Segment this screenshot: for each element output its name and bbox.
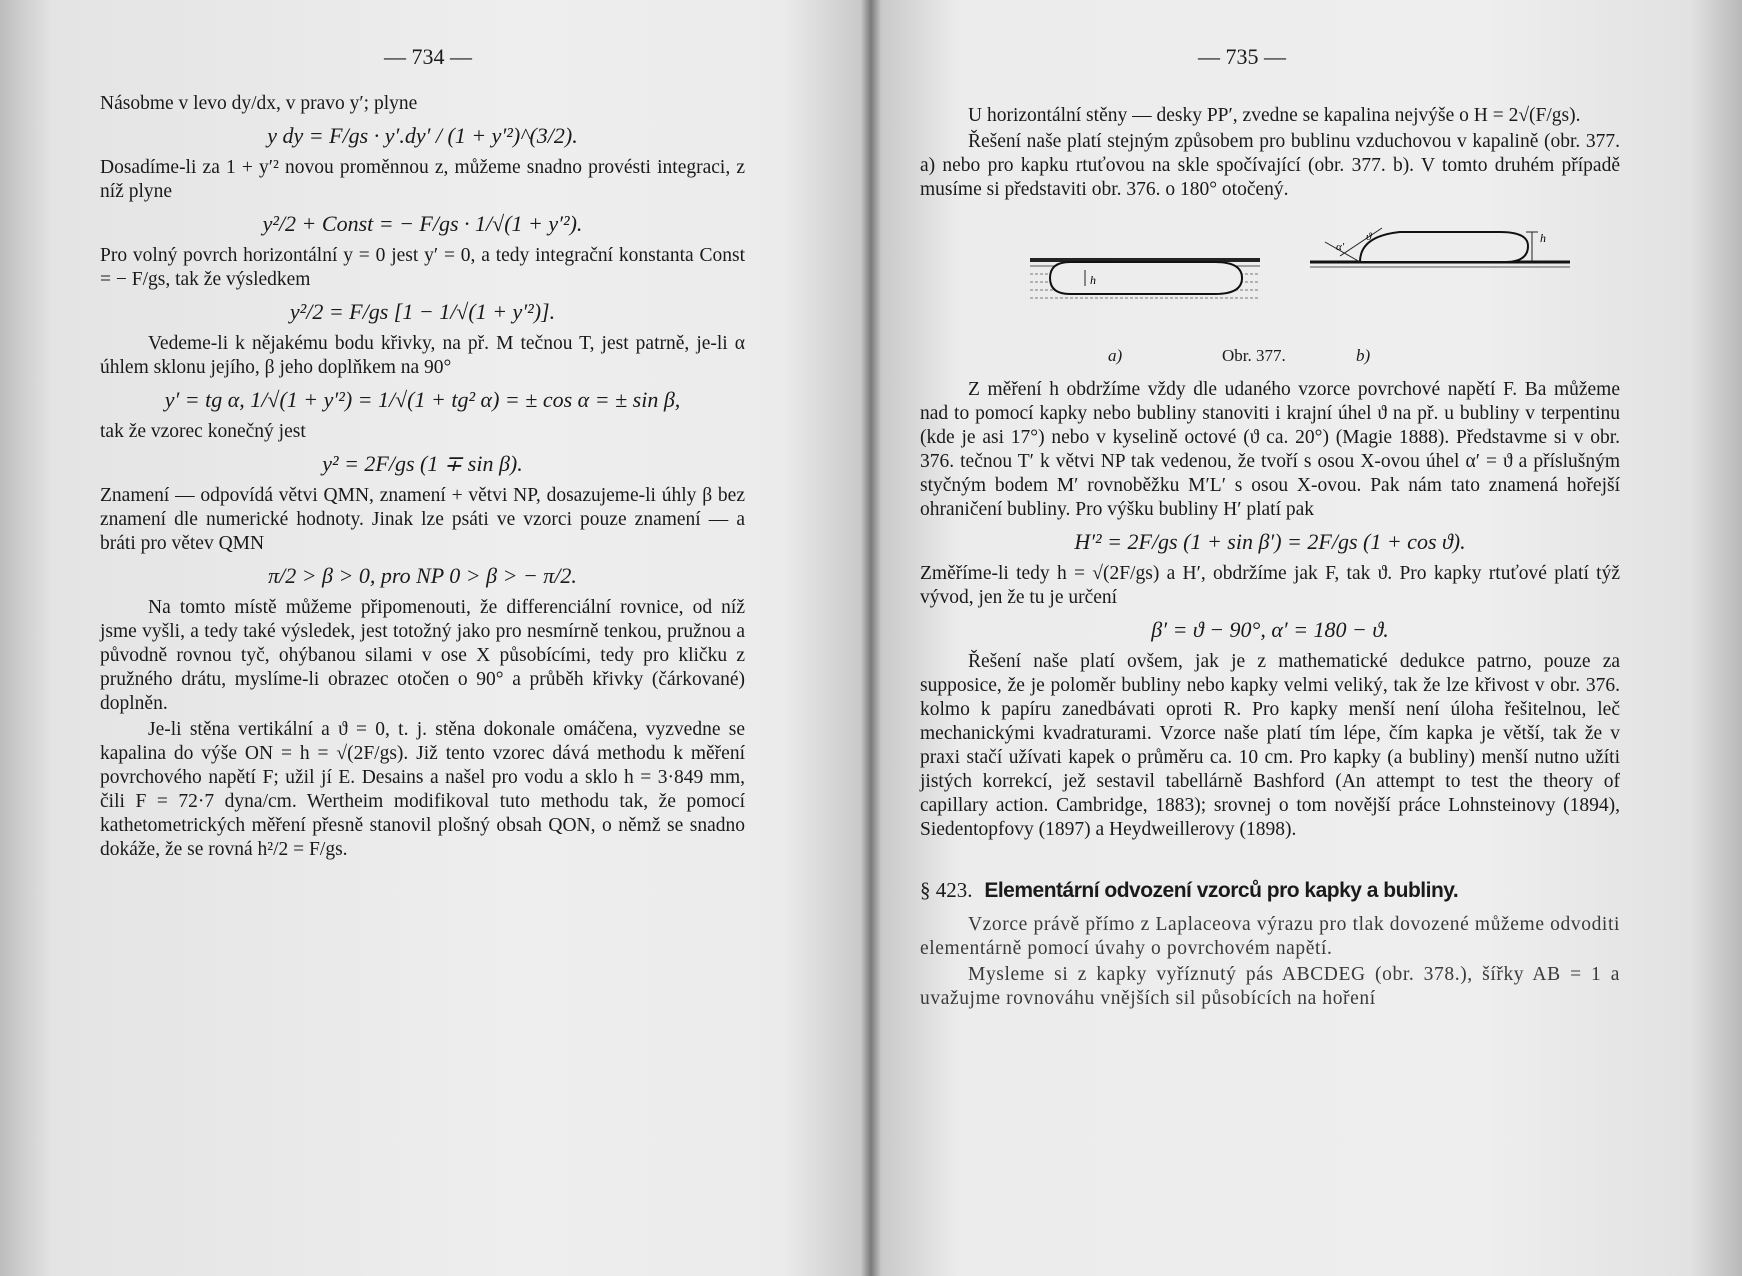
figure-a-bubble [1030, 258, 1260, 298]
equation-2: y²/2 + Const = − F/gs · 1/√(1 + y′²). [262, 211, 583, 236]
paragraph-vedeme: Vedeme-li k nějakému bodu křivky, na př. M tečnou T, jest patrně, je-li α úhlem sklonu jejího, β jeho doplňkem na 90° [100, 333, 745, 378]
paragraph-intro: Násobme v levo dy/dx, v pravo y′; plyne [100, 93, 418, 114]
figure-caption: Obr. 377. [1222, 346, 1286, 365]
paragraph-horizontalni-steny: U horizontální stěny — desky PP′, zvedne se kapalina nejvýše o H = 2√(F/gs). [968, 105, 1581, 126]
figure-b-theta-label: ϑ [1366, 231, 1372, 243]
figure-b-alpha-label: α′ [1336, 241, 1345, 253]
section-title: Elementární odvození vzorců pro kapky a bubliny. [984, 879, 1459, 902]
left-page [0, 0, 860, 1276]
paragraph-volny-povrch: Pro volný povrch horizontální y = 0 jest y′ = 0, a tedy integrační konstanta Const = − F/gs, tak že výsledkem [100, 245, 745, 290]
left-text-column [100, 92, 745, 864]
right-page [880, 0, 1742, 1276]
figure-label-a: a) [1108, 346, 1123, 365]
page-number-right: — 735 — [1198, 44, 1286, 69]
paragraph-na-tomto-miste: Na tomto místě můžeme připomenouti, že differenciální rovnice, od níž jsme vyšli, a tedy také výsledek, jest totožný jako pro nesmírně tenkou, pružnou a původně rovnou tyč, ohýbanou silami v ose X působícími, tedy pro kličku z pružného drátu, myslíme-li obrazec otočen o 90° a průběh křivky (čárkované) doplněn. [100, 597, 745, 714]
figure-b-h-label: h [1540, 231, 1546, 245]
paragraph-tak-ze: tak že vzorec konečný jest [100, 421, 306, 442]
equation-4: y′ = tg α, 1/√(1 + y′²) = 1/√(1 + tg² α) = ± cos α = ± sin β, [164, 387, 681, 412]
paragraph-je-li-stena: Je-li stěna vertikální a ϑ = 0, t. j. stěna dokonale omáčena, vyzvedne se kapalina do výše ON = h = √(2F/gs). Již tento vzorec dává methodu k měření povrchového napětí F; užil jí E. Desains a našel pro vodu a sklo h = 3·849 mm, čili F = 72·7 dyna/cm. Wertheim modifikoval tuto methodu tak, že pomocí kathetometrických měření přesně stanovil plošný obsah QON, o němž se snadno dokáže, že se rovná h²/2 = F/gs. [100, 719, 745, 860]
paragraph-reseni: Řešení naše platí stejným způsobem pro bublinu vzduchovou v kapalině (obr. 377. a) nebo pro kapku rtuťovou na skle spočívající (obr. 377. b). V tomto druhém případě musíme si představiti obr. 376. o 180° otočený. [920, 131, 1620, 200]
paragraph-dosadime: Dosadíme-li za 1 + y′² novou proměnnou z, můžeme snadno provésti integraci, z níž plyne [100, 157, 745, 202]
figure-a-h-label: h [1090, 273, 1096, 287]
figure-377-drawing [920, 218, 1620, 338]
figure-377 [920, 218, 1620, 338]
equation-3: y²/2 = F/gs [1 − 1/√(1 + y′²)]. [289, 299, 556, 324]
section-heading [920, 878, 1620, 903]
paragraph-z-mereni: Z měření h obdržíme vždy dle udaného vzorce povrchové napětí F. Ba můžeme nad to pomocí kapky nebo bubliny stanoviti i krajní úhel ϑ na př. u bubliny v terpentinu (kde je asi 17°) nebo v kyselině octové (ϑ ca. 20°) (Magie 1888). Představme si v obr. 376. tečnou T′ k větvi NP tak vedenou, že tvoří s osou X-ovou úhel α′ = ϑ a příslušným styčným bodem M′ rovnoběžku M′L′ s osou X-ovou. Pak nám tato znamená hořejší ohraničení bubliny. Pro výšku bubliny H′ platí pak [920, 379, 1620, 520]
equation-1: y dy = F/gs · y′.dy′ / (1 + y′²)^(3/2). [267, 123, 578, 148]
figure-label-b: b) [1356, 346, 1371, 365]
figure-caption-row [920, 344, 1620, 378]
paragraph-mysleme: Mysleme si z kapky vyříznutý pás ABCDEG (obr. 378.), šířky AB = 1 a uvažujme rovnováhu vnějších sil působících na hoření [920, 964, 1620, 1009]
paragraph-vzorce: Vzorce právě přímo z Laplaceova výrazu pro tlak dovozené můžeme odvoditi elementárně pomocí úvahy o povrchovém napětí. [920, 914, 1620, 959]
section-number: § 423. [920, 878, 973, 902]
paragraph-znameni: Znamení — odpovídá větvi QMN, znamení + větvi NP, dosazujeme-li úhly β bez znamení dle numerické hodnoty. Jinak lze psáti ve vzorci pouze znamení — a bráti pro větev QMN [100, 485, 745, 554]
equation-beta-prime: β′ = ϑ − 90°, α′ = 180 − ϑ. [1151, 617, 1389, 642]
equation-6: π/2 > β > 0, pro NP 0 > β > − π/2. [268, 563, 577, 588]
paragraph-reseni-ovsem: Řešení naše platí ovšem, jak je z mathematické dedukce patrno, pouze za supposice, že je poloměr bubliny nebo kapky velmi veliký, tak že lze křivost v obr. 376. kolmo k papíru zanedbávati oproti R. Pro kapky menší není úloha řešitelnou, leč mechanickými kvadraturami. Vzorce naše platí tím lépe, čím kapka je větší, tak že v praxi stačí užívati kapek o průměru ca. 10 cm. Pro kapky (a bubliny) menší nutno užíti jistých korrekcí, jež sestavil tabellárně Bashford (An attempt to test the theory of capillary action. Cambridge, 1883); srovnej o tom novější práce Lohnsteinovy (1894), Siedentopfovy (1897) a Heydweillerovy (1898). [920, 651, 1620, 840]
equation-h-prime: H′² = 2F/gs (1 + sin β′) = 2F/gs (1 + cos ϑ). [1074, 529, 1466, 554]
paragraph-zmerime: Změříme-li tedy h = √(2F/gs) a H′, obdržíme jak F, tak ϑ. Pro kapky rtuťové platí týž vývod, jen že tu je určení [920, 563, 1620, 608]
page-number-left: — 734 — [384, 44, 472, 69]
figure-b-drop [1310, 228, 1570, 267]
right-text-column [920, 104, 1620, 1013]
equation-5: y² = 2F/gs (1 ∓ sin β). [322, 451, 523, 476]
